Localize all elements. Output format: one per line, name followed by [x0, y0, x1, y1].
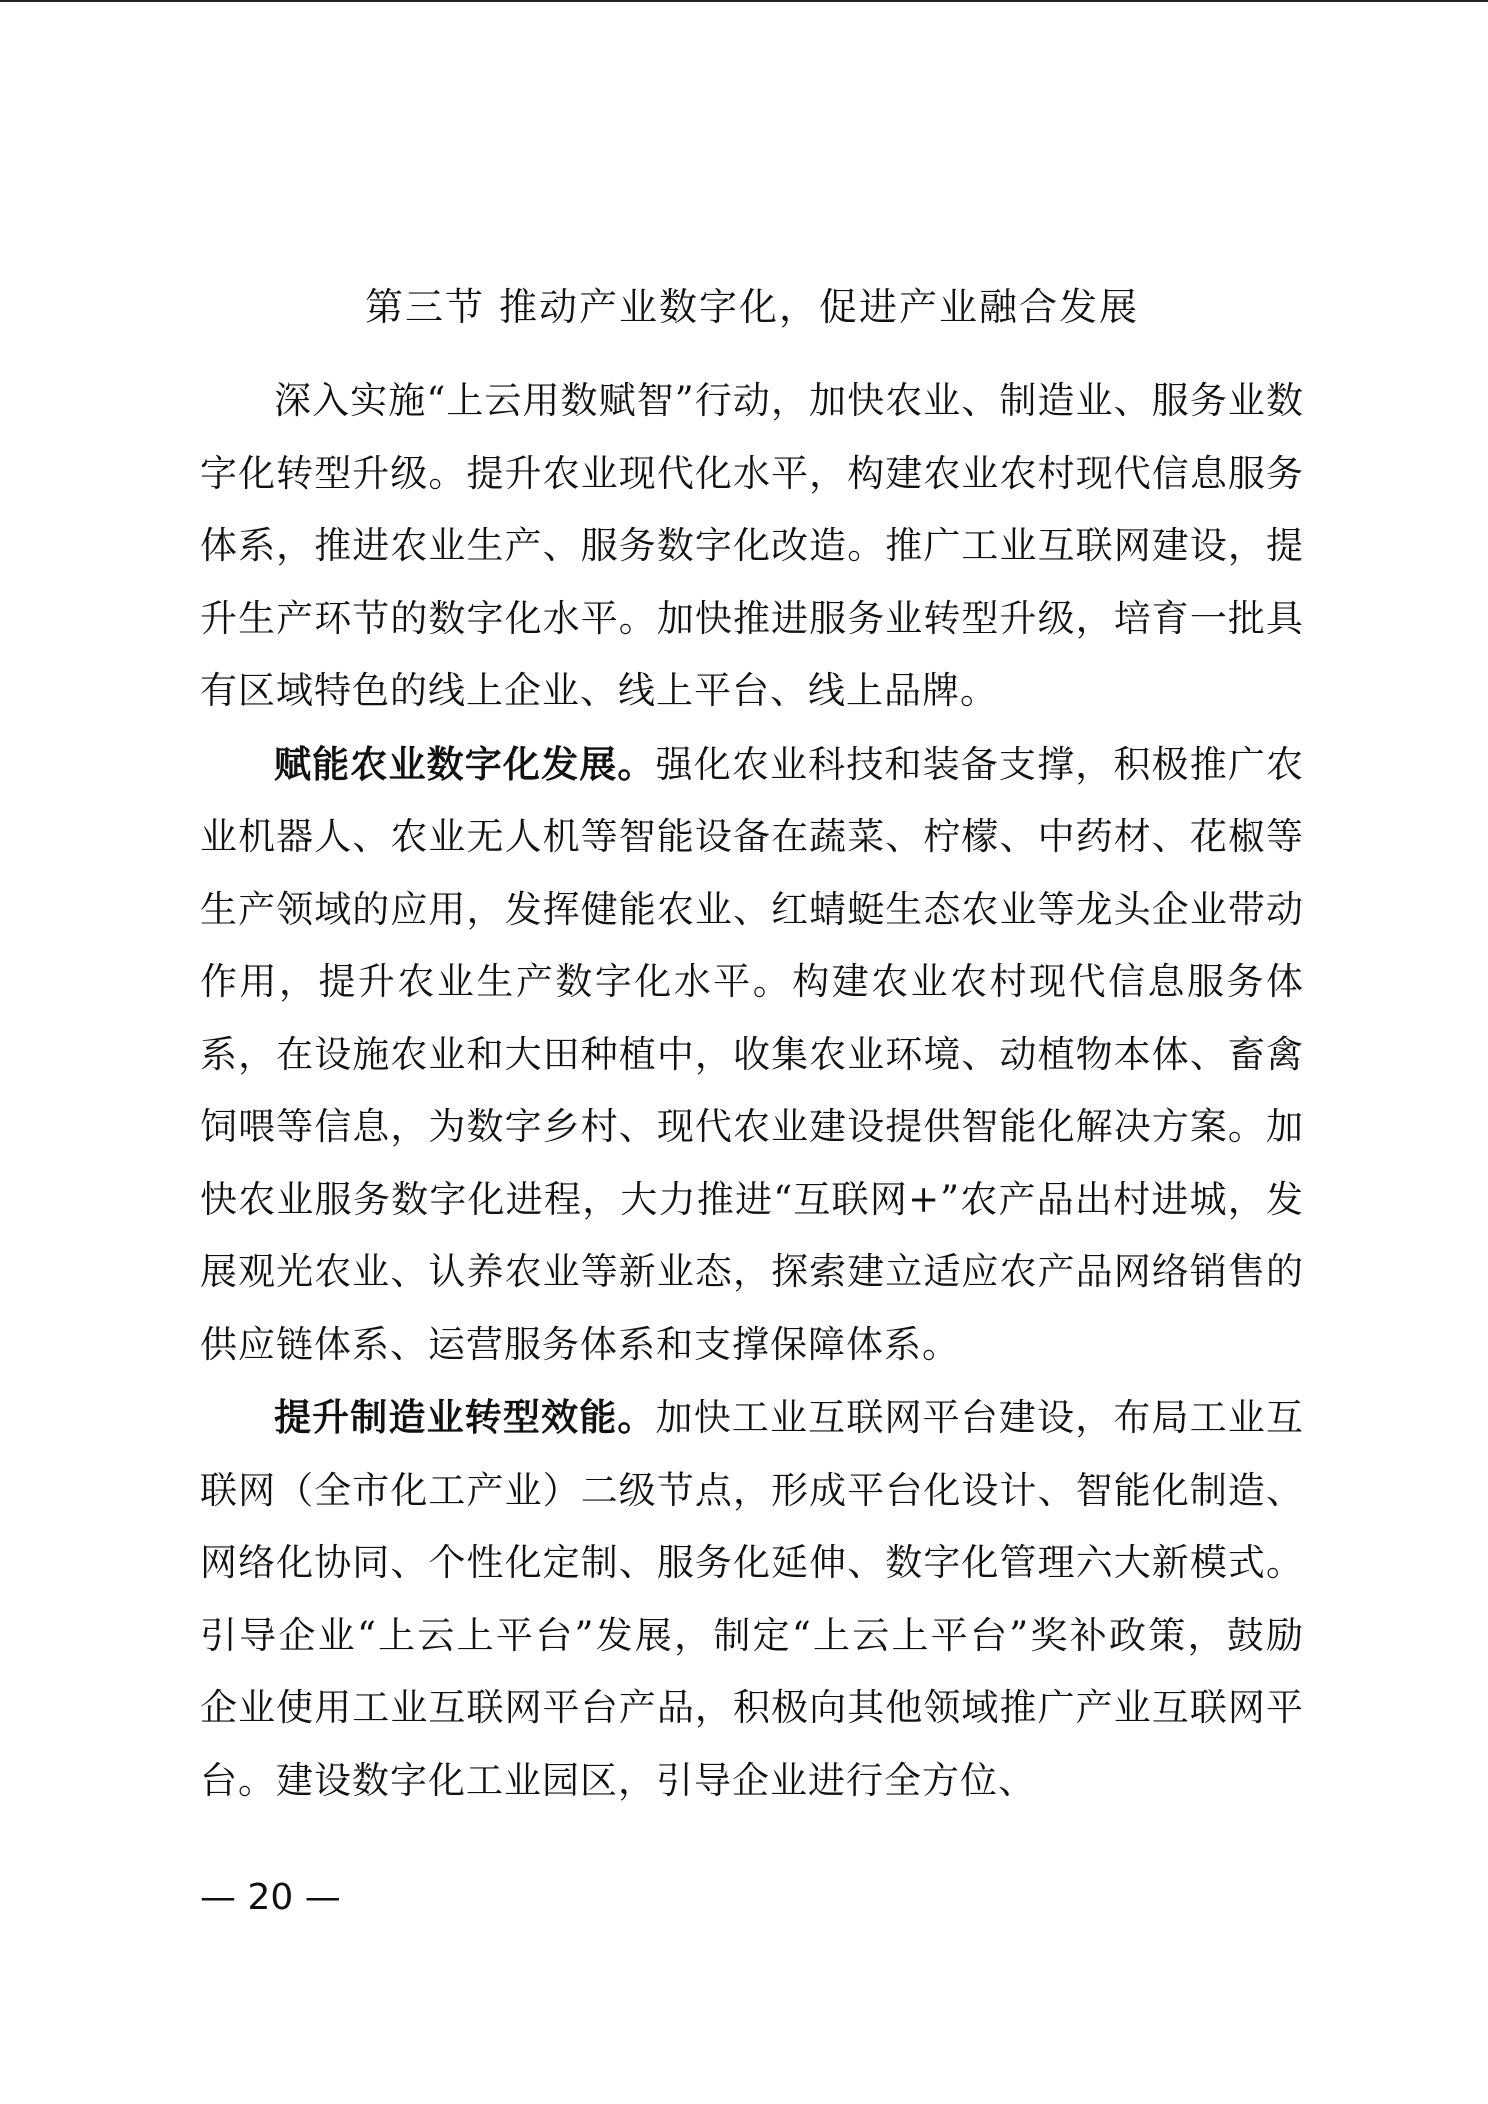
section-title: 第三节 推动产业数字化，促进产业融合发展: [364, 285, 1140, 329]
page-top-border: [0, 0, 1488, 2]
paragraph-manufacturing: [200, 1381, 1304, 1817]
paragraph-text: 强化农业科技和装备支撑，积极推广农业机器人、农业无人机等智能设备在蔬菜、柠檬、中药材、花椒等生产领域的应用，发挥健能农业、红蜻蜓生态农业等龙头企业带动作用，提升农业生产数字化水平。构建农业农村现代信息服务体系，在设施农业和大田种植中，收集农业环境、动植物本体、畜禽饲喂等信息，为数字乡村、现代农业建设提供智能化解决方案。加快农业服务数字化进程，大力推进“互联网+”农产品出村进城，发展观光农业、认养农业等新业态，探索建立适应农产品网络销售的供应链体系、运营服务体系和支撑保障体系。: [200, 742, 1305, 1366]
paragraph-agriculture: [200, 728, 1304, 1382]
page-number: — 20 —: [200, 1877, 341, 1918]
paragraph-text: 加快工业互联网平台建设，布局工业互联网（全市化工产业）二级节点，形成平台化设计、智能化制造、网络化协同、个性化定制、服务化延伸、数字化管理六大新模式。引导企业“上云上平台”发展，制定“上云上平台”奖补政策，鼓励企业使用工业互联网平台产品，积极向其他领域推广产业互联网平台。建设数字化工业园区，引导企业进行全方位、: [200, 1396, 1305, 1802]
paragraph-lead: 赋能农业数字化发展。: [274, 741, 656, 786]
page-content: [200, 278, 1304, 1817]
paragraph-text: 深入实施“上云用数赋智”行动，加快农业、制造业、服务业数字化转型升级。提升农业现代化水平，构建农业农村现代信息服务体系，推进农业生产、服务数字化改造。推广工业互联网建设，提升生产环节的数字化水平。加快推进服务业转型升级，培育一批具有区域特色的线上企业、线上平台、线上品牌。: [200, 379, 1304, 712]
paragraph-intro: [200, 364, 1304, 728]
paragraph-lead: 提升制造业转型效能。: [274, 1395, 656, 1439]
